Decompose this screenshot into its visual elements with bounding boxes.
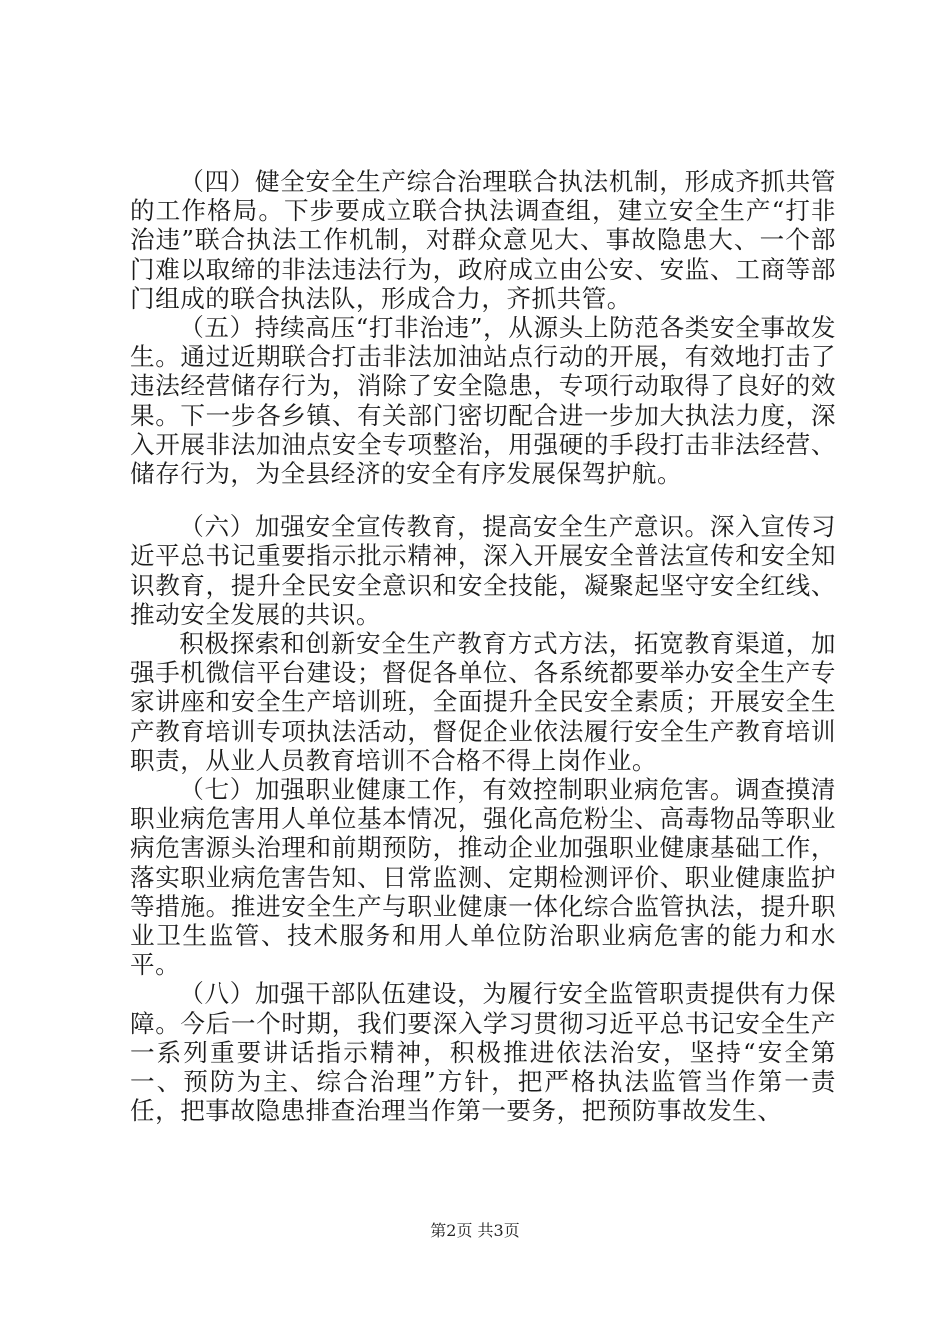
paragraph-8: （八）加强干部队伍建设，为履行安全监管职责提供有力保障。今后一个时期，我们要深入学习贯彻习近平总书记安全生产一系列重要讲话指示精神，积极推进依法治安，坚持“安全第一、预防为主、综合治理”方针，把严格执法监管当作第一责任，把事故隐患排查治理当作第一要务，把预防事故发生、 xyxy=(130,979,836,1126)
page-footer: 第2页 共3页 xyxy=(430,1221,520,1240)
paragraph-4: （四）健全安全生产综合治理联合执法机制，形成齐抓共管的工作格局。下步要成立联合执法调查组，建立安全生产“打非治违”联合执法工作机制，对群众意见大、事故隐患大、一个部门难以取缔的非法违法行为，政府成立由公安、安监、工商等部门组成的联合执法队，形成合力，齐抓共管。 xyxy=(130,167,836,313)
paragraph-7: （七）加强职业健康工作，有效控制职业病危害。调查摸清职业病危害用人单位基本情况，强化高危粉尘、高毒物品等职业病危害源头治理和前期预防，推动企业加强职业健康基础工作，落实职业病危害告知、日常监测、定期检测评价、职业健康监护等措施。推进安全生产与职业健康一体化综合监管执法，提升职业卫生监管、技术服务和用人单位防治职业病危害的能力和水平。 xyxy=(130,775,836,980)
paragraph-6: （六）加强安全宣传教育，提高安全生产意识。深入宣传习近平总书记重要指示批示精神，深入开展安全普法宣传和安全知识教育，提升全民安全意识和安全技能，凝聚起坚守安全红线、推动安全发展的共识。 xyxy=(130,512,836,629)
paragraph-6-continued: 积极探索和创新安全生产教育方式方法，拓宽教育渠道，加强手机微信平台建设；督促各单位、各系统都要举办安全生产专家讲座和安全生产培训班，全面提升全民安全素质；开展安全生产教育培训专项执法活动，督促企业依法履行安全生产教育培训职责，从业人员教育培训不合格不得上岗作业。 xyxy=(130,629,836,775)
document-body xyxy=(130,167,836,1126)
paragraph-gap xyxy=(130,488,836,512)
paragraph-5: （五）持续高压“打非治违”，从源头上防范各类安全事故发生。通过近期联合打击非法加油站点行动的开展，有效地打击了违法经营储存行为，消除了安全隐患，专项行动取得了良好的效果。下一步各乡镇、有关部门密切配合进一步加大执法力度，深入开展非法加油点安全专项整治，用强硬的手段打击非法经营、储存行为，为全县经济的安全有序发展保驾护航。 xyxy=(130,313,836,489)
